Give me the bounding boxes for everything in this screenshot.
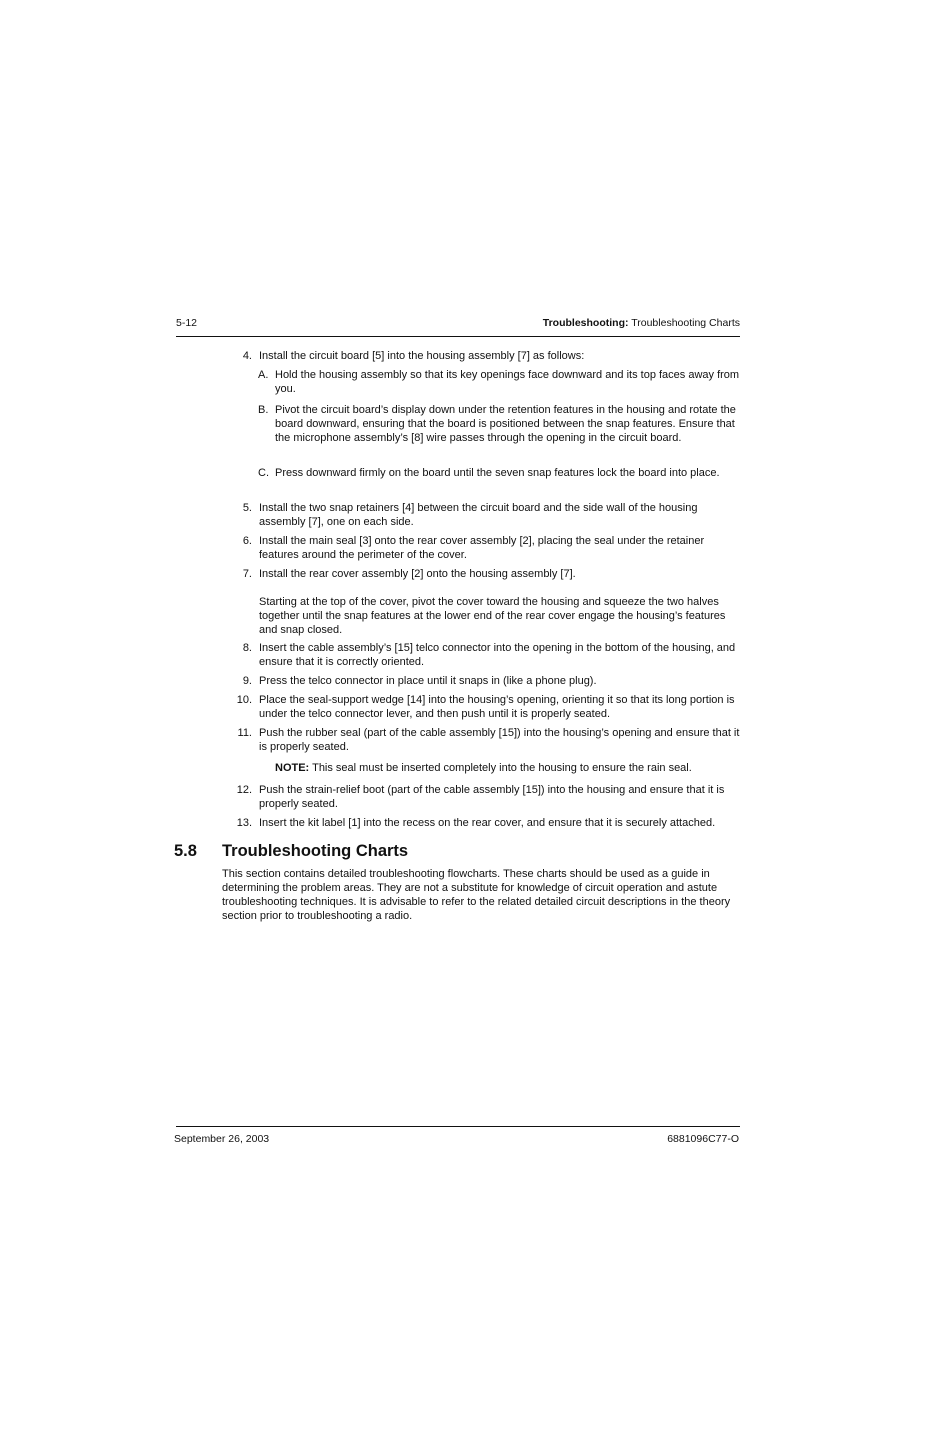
substep-letter: C.: [258, 467, 269, 479]
step-8: [236, 641, 740, 669]
substep-letter: B.: [258, 404, 269, 416]
step-number: 9.: [242, 675, 252, 687]
step-13: [236, 816, 740, 830]
substep-letter: A.: [258, 369, 269, 381]
step-7-detail: Starting at the top of the cover, pivot the cover toward the housing and squeeze the two halves together until the snap features at the lower end of the rear cover engage the housing’s features and snap closed.: [259, 596, 726, 636]
step-text: Install the circuit board [5] into the housing assembly [7] as follows:: [259, 350, 585, 362]
section-body: This section contains detailed troubleshooting flowcharts. These charts should be used as a guide in determining the problem areas. They are not a substitute for knowledge of circuit operation and astute troubleshooting techniques. It is advisable to refer to the related detailed circuit descriptions in the theory section prior to troubleshooting a radio.: [222, 868, 731, 922]
step-text: Install the rear cover assembly [2] onto the housing assembly [7].: [259, 568, 576, 580]
step-number: 13.: [236, 817, 252, 829]
substep-b: [258, 403, 740, 445]
note: [275, 761, 740, 775]
footer-date: September 26, 2003: [174, 1133, 270, 1145]
step-text: Push the rubber seal (part of the cable assembly [15]) into the housing’s opening and ensure that it is properly seated.: [259, 727, 740, 753]
header-rule: [176, 336, 740, 337]
step-number: 5.: [242, 502, 252, 514]
substep-c: [258, 466, 740, 480]
section-title: Troubleshooting Charts: [222, 842, 409, 860]
step-9: [236, 674, 740, 688]
substep-text: Press downward firmly on the board until the seven snap features lock the board into place.: [275, 467, 720, 479]
step-text: Install the two snap retainers [4] between the circuit board and the side wall of the housing assembly [7], one on each side.: [259, 502, 698, 528]
running-header-chapter: Troubleshooting:: [542, 317, 629, 329]
step-text: Push the strain-relief boot (part of the cable assembly [15]) into the housing and ensure that it is properly seated.: [259, 784, 725, 810]
substep-text: Pivot the circuit board’s display down under the retention features in the housing and rotate the board downward, ensuring that the board is positioned between the snap features. Ensure that the microphone assembly’s [8] wire passes through the opening in the circuit board.: [275, 404, 736, 444]
note-text: This seal must be inserted completely into the housing to ensure the rain seal.: [312, 762, 692, 774]
note-label: NOTE:: [275, 762, 310, 774]
step-10: [236, 693, 740, 721]
step-text: Insert the kit label [1] into the recess on the rear cover, and ensure that it is securely attached.: [259, 817, 716, 829]
substep-a: [258, 368, 740, 396]
step-text: Press the telco connector in place until it snaps in (like a phone plug).: [259, 675, 597, 687]
step-number: 10.: [236, 694, 252, 706]
step-number: 12.: [236, 784, 252, 796]
footer-rule: [176, 1126, 740, 1127]
step-11: [236, 726, 740, 754]
substep-text: Hold the housing assembly so that its key openings face downward and its top faces away from you.: [275, 369, 740, 395]
running-header: [543, 317, 740, 329]
footer-doc-number: 6881096C77-O: [667, 1133, 739, 1145]
step-text: Place the seal-support wedge [14] into the housing’s opening, orienting it so that its long portion is under the telco connector lever, and then push until it is properly seated.: [259, 694, 735, 720]
step-number: 7.: [242, 568, 252, 580]
step-text: Insert the cable assembly’s [15] telco connector into the opening in the bottom of the housing, and ensure that it is correctly oriented.: [259, 642, 736, 668]
page-number: 5-12: [176, 317, 198, 329]
running-header-section: Troubleshooting Charts: [631, 317, 740, 329]
step-5: [236, 501, 740, 529]
step-6: [236, 534, 740, 562]
step-4: [236, 349, 740, 363]
step-number: 8.: [242, 642, 252, 654]
step-number: 11.: [237, 727, 252, 739]
step-number: 4.: [242, 350, 252, 362]
step-number: 6.: [242, 535, 252, 547]
step-12: [236, 783, 740, 811]
step-text: Install the main seal [3] onto the rear cover assembly [2], placing the seal under the retainer features around the perimeter of the cover.: [259, 535, 705, 561]
section-number: 5.8: [174, 842, 197, 860]
step-7: [236, 567, 740, 581]
